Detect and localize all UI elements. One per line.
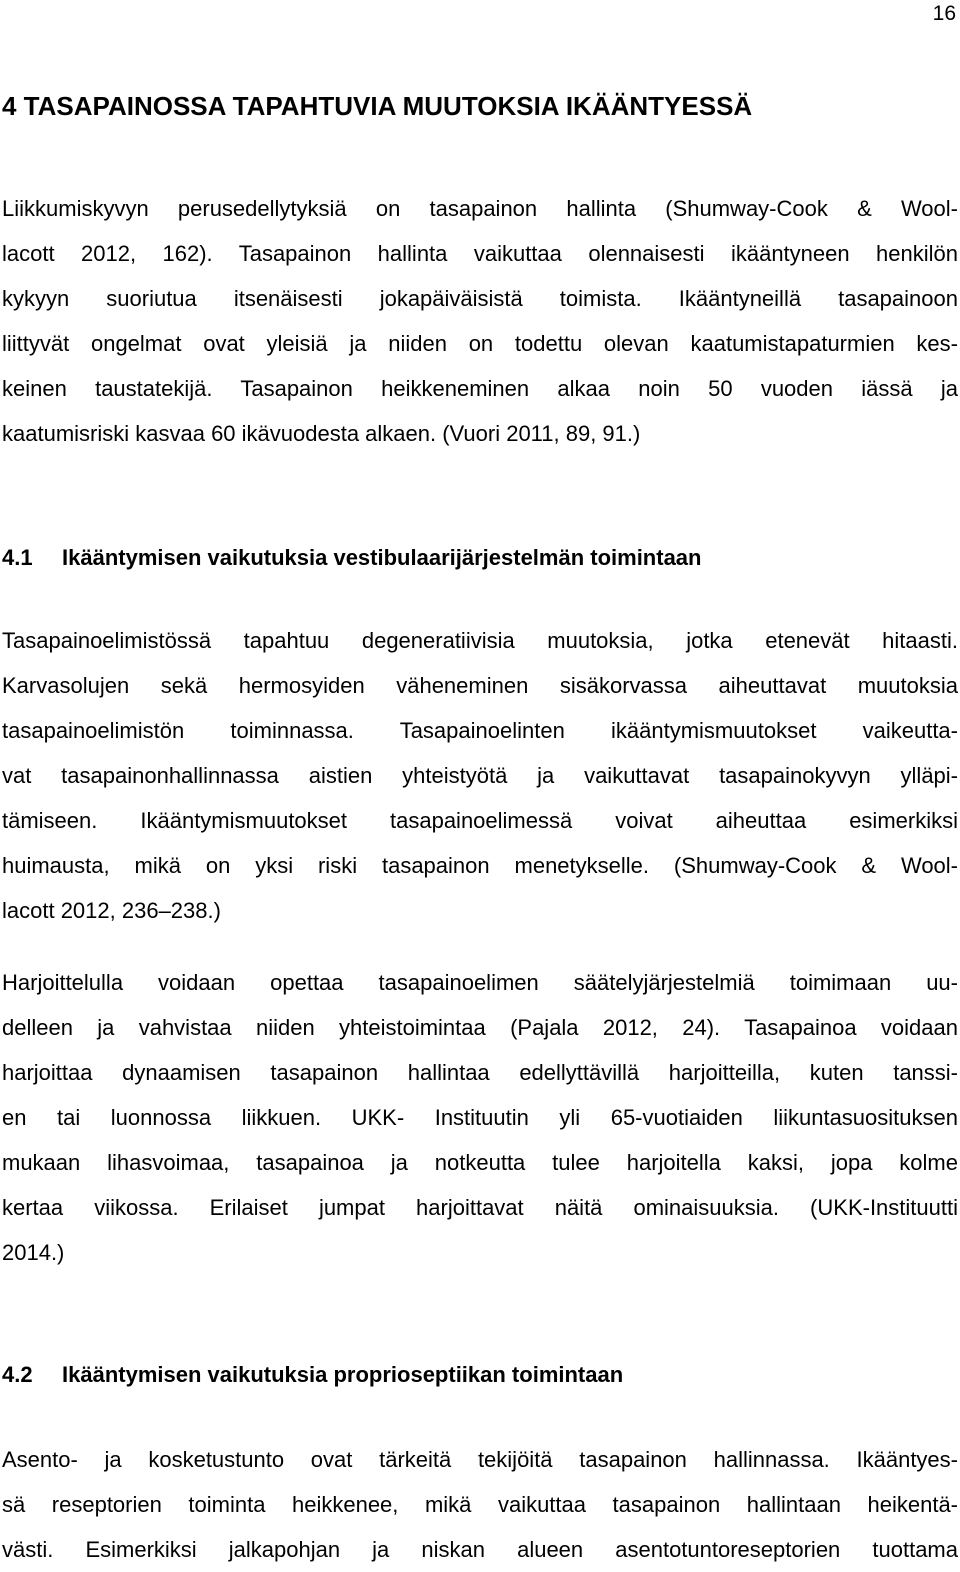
text-line: västi. Esimerkiksi jalkapohjan ja niskan alueen asentotuntoreseptorien tuottama bbox=[2, 1537, 958, 1562]
text-line: Harjoittelulla voidaan opettaa tasapainoelimen säätelyjärjestelmiä toimimaan uu- bbox=[2, 970, 958, 995]
section-number: 4.1 bbox=[2, 545, 33, 570]
text-line: liittyvät ongelmat ovat yleisiä ja niiden on todettu olevan kaatumistapaturmien kes- bbox=[2, 331, 958, 356]
text-line: mukaan lihasvoimaa, tasapainoa ja notkeutta tulee harjoitella kaksi, jopa kolme bbox=[2, 1150, 958, 1175]
text-line: vat tasapainonhallinnassa aistien yhteistyötä ja vaikuttavat tasapainokyvyn ylläpi- bbox=[2, 763, 958, 788]
text-line: keinen taustatekijä. Tasapainon heikkeneminen alkaa noin 50 vuoden iässä ja bbox=[2, 376, 958, 401]
text-line: Tasapainoelimistössä tapahtuu degeneratiivisia muutoksia, jotka etenevät hitaasti. bbox=[2, 628, 958, 653]
text-line: tasapainoelimistön toiminnassa. Tasapainoelinten ikääntymismuutokset vaikeutta- bbox=[2, 718, 958, 743]
section-number: 4.2 bbox=[2, 1362, 33, 1387]
text-line: en tai luonnossa liikkuen. UKK- Instituutin yli 65-vuotiaiden liikuntasuosituksen bbox=[2, 1105, 958, 1130]
text-line: delleen ja vahvistaa niiden yhteistoimintaa (Pajala 2012, 24). Tasapainoa voidaan bbox=[2, 1015, 958, 1040]
text-line: huimausta, mikä on yksi riski tasapainon menetykselle. (Shumway-Cook & Wool- bbox=[2, 853, 958, 878]
section-title: Ikääntymisen vaikutuksia proprioseptiikan toimintaan bbox=[62, 1362, 624, 1387]
section-4-2-paragraph-1 bbox=[2, 1437, 958, 1572]
text-line: harjoittaa dynaamisen tasapainon hallintaa edellyttävillä harjoitteilla, kuten tanssi- bbox=[2, 1060, 958, 1085]
text-line: 2014.) bbox=[2, 1240, 65, 1265]
section-4-1-paragraph-1 bbox=[2, 618, 958, 933]
text-line: tämiseen. Ikääntymismuutokset tasapainoelimessä voivat aiheuttaa esimerkiksi bbox=[2, 808, 958, 833]
text-line: Asento- ja kosketustunto ovat tärkeitä tekijöitä tasapainon hallinnassa. Ikääntyes- bbox=[2, 1447, 958, 1472]
text-line: kykyyn suoriutua itsenäisesti jokapäiväisistä toimista. Ikääntyneillä tasapainoon bbox=[2, 286, 958, 311]
chapter-title: 4 TASAPAINOSSA TAPAHTUVIA MUUTOKSIA IKÄÄNTYESSÄ bbox=[2, 91, 753, 121]
text-line: kaatumisriski kasvaa 60 ikävuodesta alkaen. (Vuori 2011, 89, 91.) bbox=[2, 421, 641, 446]
page-number: 16 bbox=[932, 2, 956, 25]
text-line: kertaa viikossa. Erilaiset jumpat harjoittavat näitä ominaisuuksia. (UKK-Instituutti bbox=[2, 1195, 958, 1220]
text-line: lacott 2012, 162). Tasapainon hallinta vaikuttaa olennaisesti ikääntyneen henkilön bbox=[2, 241, 958, 266]
text-line: Liikkumiskyvyn perusedellytyksiä on tasapainon hallinta (Shumway-Cook & Wool- bbox=[2, 196, 958, 221]
text-line: lacott 2012, 236–238.) bbox=[2, 898, 221, 923]
section-title: Ikääntymisen vaikutuksia vestibulaarijärjestelmän toimintaan bbox=[62, 545, 702, 570]
section-heading-4-2 bbox=[2, 1362, 623, 1388]
text-line: sä reseptorien toiminta heikkenee, mikä vaikuttaa tasapainon hallintaan heikentä- bbox=[2, 1492, 958, 1517]
text-line: Karvasolujen sekä hermosyiden väheneminen sisäkorvassa aiheuttavat muutoksia bbox=[2, 673, 958, 698]
intro-paragraph bbox=[2, 186, 958, 456]
section-heading-4-1 bbox=[2, 545, 701, 571]
section-4-1-paragraph-2 bbox=[2, 960, 958, 1275]
